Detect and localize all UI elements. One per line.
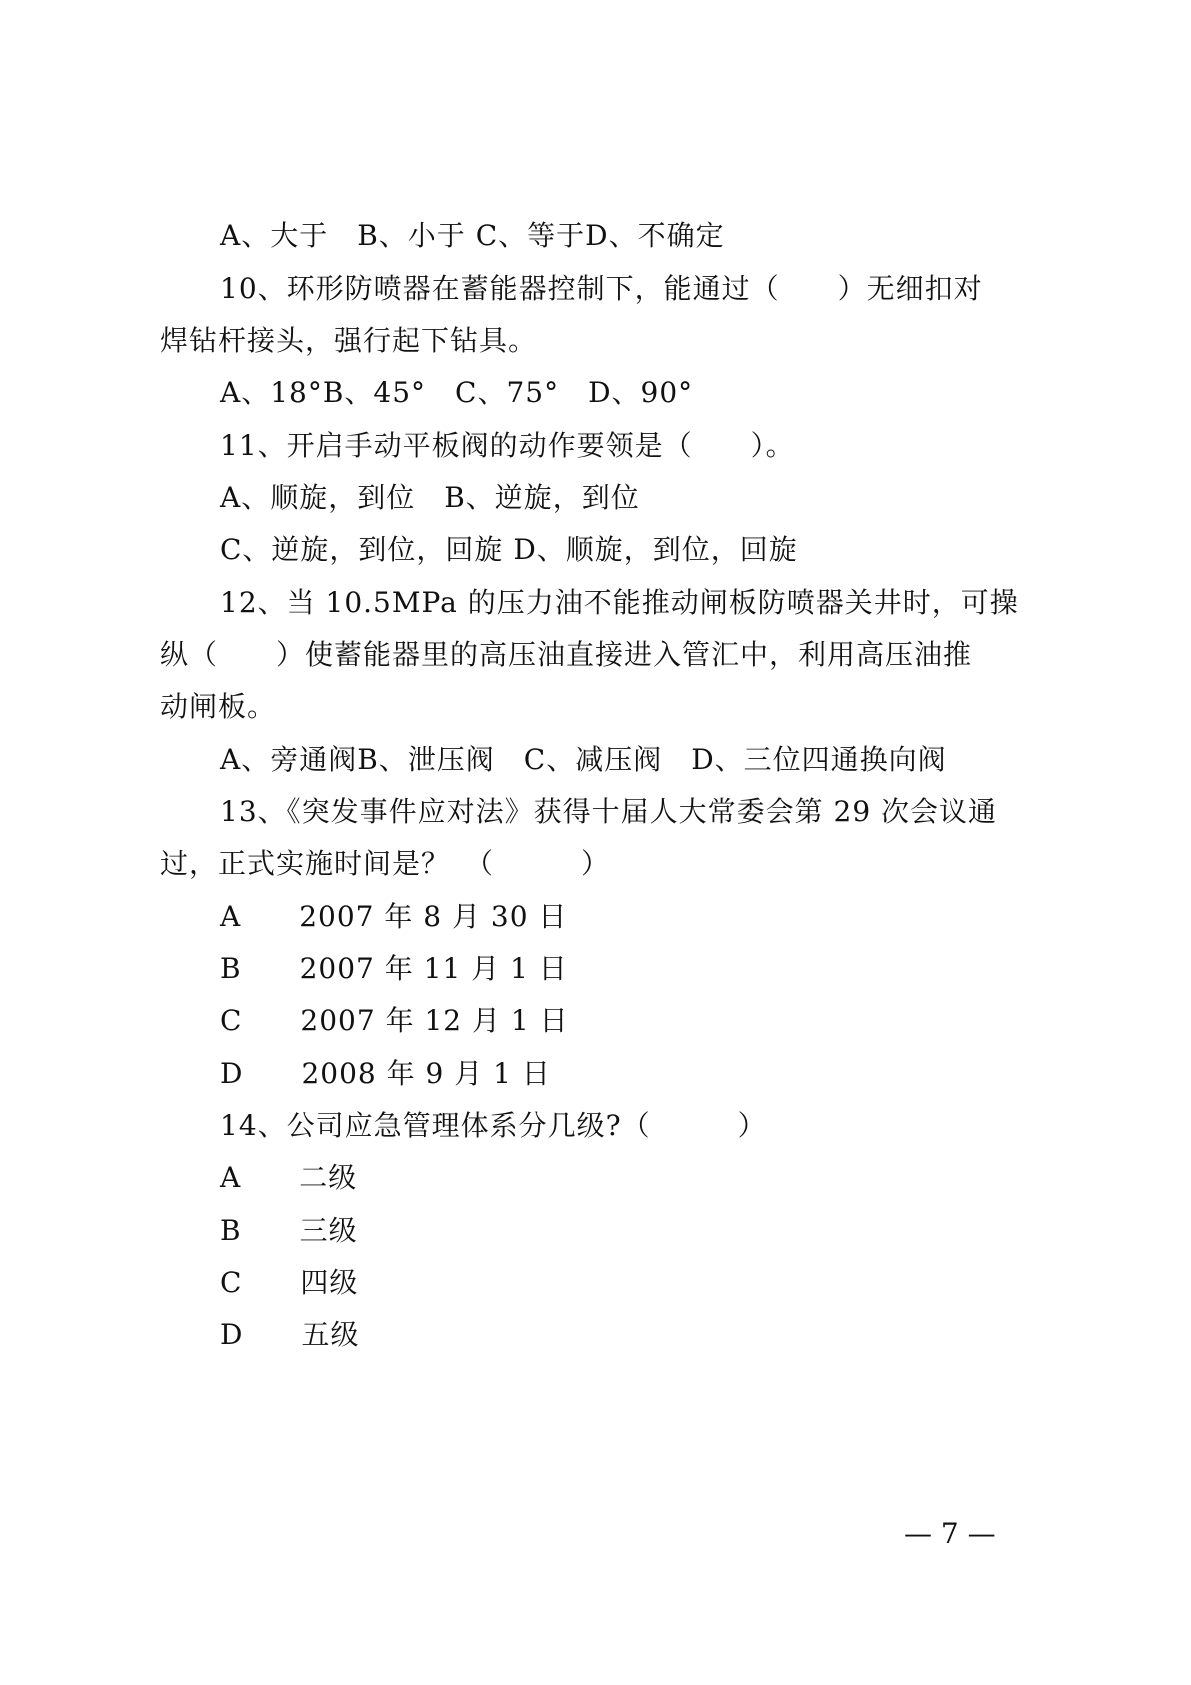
q11-options-ab: A、顺旋，到位 B、逆旋，到位 xyxy=(220,481,640,514)
q13-option-a: A 2007 年 8 月 30 日 xyxy=(220,900,568,933)
q13-stem: 13、《突发事件应对法》获得十届人大常委会第 29 次会议通 xyxy=(220,795,998,828)
q14-stem: 14、公司应急管理体系分几级?（ ） xyxy=(220,1109,767,1142)
q14-option-d: D 五级 xyxy=(220,1318,360,1351)
q11-options-cd: C、逆旋，到位，回旋 D、顺旋，到位，回旋 xyxy=(220,533,798,566)
q14-option-c: C 四级 xyxy=(220,1266,359,1299)
q13-stem-cont: 过，正式实施时间是？ （ ） xyxy=(160,847,611,880)
q14-option-a: A 二级 xyxy=(220,1161,358,1194)
q9-options: A、大于 B、小于 C、等于D、不确定 xyxy=(220,219,725,252)
page-number: — 7 — xyxy=(904,1517,996,1550)
q12-stem-cont: 纵（ ）使蓄能器里的高压油直接进入管汇中，利用高压油推 xyxy=(160,638,973,671)
q12-stem: 12、当 10.5MPa 的压力油不能推动闸板防喷器关井时，可操 xyxy=(220,586,1019,619)
q13-option-d: D 2008 年 9 月 1 日 xyxy=(220,1057,551,1090)
q13-option-b: B 2007 年 11 月 1 日 xyxy=(220,952,568,985)
q10-stem: 10、环形防喷器在蓄能器控制下，能通过（ ）无细扣对 xyxy=(220,272,983,305)
q12-options: A、旁通阀B、泄压阀 C、减压阀 D、三位四通换向阀 xyxy=(220,743,947,776)
q12-stem-end: 动闸板。 xyxy=(160,690,277,723)
q10-stem-cont: 焊钻杆接头，强行起下钻具。 xyxy=(160,324,538,357)
q14-option-b: B 三级 xyxy=(220,1214,358,1247)
q10-options: A、18°B、45° C、75° D、90° xyxy=(220,376,694,409)
q11-stem: 11、开启手动平板阀的动作要领是（ ）。 xyxy=(220,429,795,462)
q13-option-c: C 2007 年 12 月 1 日 xyxy=(220,1004,569,1037)
